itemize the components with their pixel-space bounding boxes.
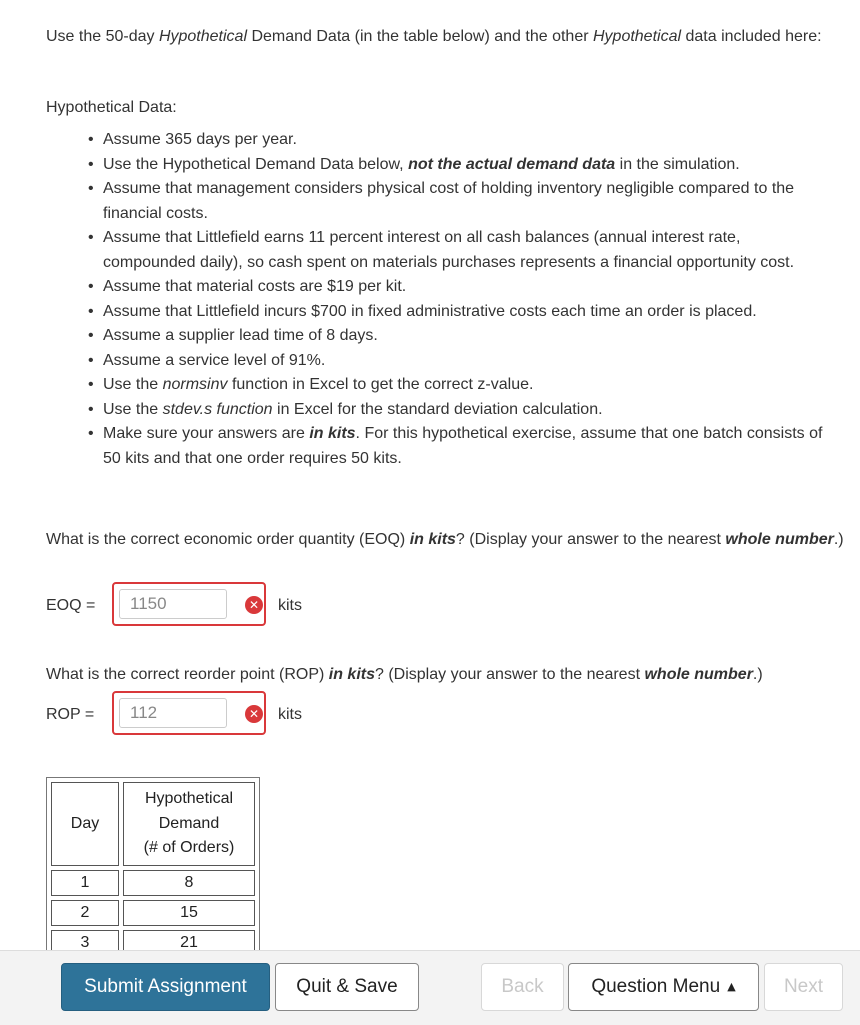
list-item-text: Use the bbox=[103, 376, 163, 393]
list-item bbox=[0, 226, 823, 275]
next-button[interactable]: Next bbox=[764, 963, 843, 1011]
header-line: (# of Orders) bbox=[143, 839, 235, 856]
eoq-question bbox=[46, 528, 846, 553]
column-header-demand bbox=[123, 782, 255, 866]
day-cell: 2 bbox=[51, 900, 119, 926]
question-emphasis: whole number bbox=[725, 531, 834, 548]
list-item bbox=[0, 153, 823, 178]
list-item-text: Use the bbox=[103, 400, 163, 418]
intro-part: Demand Data (in the table below) and the other bbox=[247, 28, 593, 45]
question-emphasis: in kits bbox=[409, 531, 456, 548]
eoq-answer-row bbox=[46, 582, 346, 630]
intro-emphasis: Hypothetical bbox=[592, 28, 682, 45]
question-text: What is the correct economic order quantity (EOQ) bbox=[46, 531, 410, 548]
question-emphasis: in kits bbox=[328, 666, 375, 683]
question-menu-label: Question Menu bbox=[591, 976, 721, 997]
table-row bbox=[51, 870, 255, 896]
incorrect-icon: ✕ bbox=[245, 705, 263, 723]
demand-cell: 21 bbox=[123, 930, 255, 951]
back-button[interactable]: Back bbox=[481, 963, 564, 1011]
caret-up-icon: ▲ bbox=[727, 980, 736, 993]
intro-emphasis: Hypothetical bbox=[158, 28, 247, 45]
list-item bbox=[0, 177, 823, 226]
list-item-emphasis: not the actual demand data bbox=[408, 155, 616, 173]
list-item-text: Use the Hypothetical Demand Data below, bbox=[103, 155, 409, 173]
list-item-emphasis: in kits bbox=[309, 425, 356, 442]
question-text: ? (Display your answer to the nearest bbox=[455, 531, 726, 548]
question-text: .) bbox=[752, 666, 763, 683]
demand-cell: 15 bbox=[123, 900, 255, 926]
list-item-text: in the simulation. bbox=[615, 155, 740, 173]
rop-answer-box bbox=[112, 691, 266, 735]
list-item bbox=[0, 324, 823, 349]
list-item-text: in Excel for the standard deviation calculation. bbox=[272, 400, 603, 418]
list-item-text: Assume 365 days per year. bbox=[103, 131, 297, 148]
list-item-text: function in Excel to get the correct z-value. bbox=[227, 376, 534, 393]
list-item-text: Assume that Littlefield incurs $700 in fixed administrative costs each time an order is placed. bbox=[103, 302, 757, 320]
quit-save-button[interactable]: Quit & Save bbox=[275, 963, 419, 1011]
list-item bbox=[0, 422, 823, 471]
header-line: Demand bbox=[158, 814, 220, 832]
demand-cell: 8 bbox=[123, 870, 255, 896]
intro-text bbox=[46, 25, 846, 50]
column-header-day: Day bbox=[51, 782, 119, 866]
eoq-unit: kits bbox=[278, 597, 302, 614]
rop-answer-row bbox=[46, 691, 346, 739]
assumptions-list bbox=[0, 128, 860, 471]
table-row bbox=[51, 930, 255, 951]
list-item-text: Assume a supplier lead time of 8 days. bbox=[103, 327, 378, 344]
rop-label: ROP = bbox=[46, 706, 95, 723]
question-menu-button[interactable] bbox=[568, 963, 759, 1011]
day-cell: 1 bbox=[51, 870, 119, 896]
question-text: .) bbox=[833, 531, 844, 548]
day-cell: 3 bbox=[51, 930, 119, 951]
question-text: What is the correct reorder point (ROP) bbox=[46, 666, 329, 683]
eoq-answer-box bbox=[112, 582, 266, 626]
list-item-emphasis: stdev.s function bbox=[162, 400, 273, 418]
eoq-label: EOQ = bbox=[46, 597, 96, 614]
question-text: ? (Display your answer to the nearest bbox=[375, 666, 645, 683]
table-row bbox=[51, 900, 255, 926]
table-header-row bbox=[51, 782, 255, 866]
list-item bbox=[0, 275, 823, 300]
list-item-text: Make sure your answers are bbox=[103, 425, 310, 442]
list-item bbox=[0, 349, 823, 374]
list-item-text: Assume a service level of 91%. bbox=[103, 351, 326, 369]
hypothetical-data-heading: Hypothetical Data: bbox=[46, 99, 177, 116]
submit-assignment-button[interactable]: Submit Assignment bbox=[61, 963, 270, 1011]
intro-part: Use the 50-day bbox=[46, 28, 159, 45]
list-item-text: Assume that management considers physical cost of holding inventory negligible compared to the financial costs. bbox=[103, 180, 795, 222]
list-item-text: Assume that material costs are $19 per kit. bbox=[103, 278, 407, 295]
list-item-text: Assume that Littlefield earns 11 percent interest on all cash balances (annual interest rate, compounded daily), so cash spent on materials purchases represents a financial opportunity cost. bbox=[103, 229, 795, 271]
list-item bbox=[0, 128, 823, 153]
list-item-emphasis: normsinv bbox=[162, 376, 228, 393]
list-item-text: . For this hypothetical exercise, assume that one batch consists of 50 kits and that one order requires 50 kits. bbox=[103, 425, 823, 467]
intro-part: data included here: bbox=[681, 28, 822, 45]
list-item bbox=[0, 300, 823, 325]
rop-question bbox=[46, 663, 846, 688]
assignment-footer bbox=[0, 950, 860, 1025]
list-item bbox=[0, 373, 823, 398]
rop-unit: kits bbox=[278, 706, 302, 723]
rop-input[interactable]: 112 bbox=[119, 698, 227, 728]
demand-table bbox=[46, 777, 260, 950]
list-item bbox=[0, 398, 823, 423]
header-line: Hypothetical bbox=[144, 790, 234, 807]
incorrect-icon: ✕ bbox=[245, 596, 263, 614]
question-emphasis: whole number bbox=[644, 666, 753, 683]
eoq-input[interactable]: 1150 bbox=[119, 589, 227, 619]
